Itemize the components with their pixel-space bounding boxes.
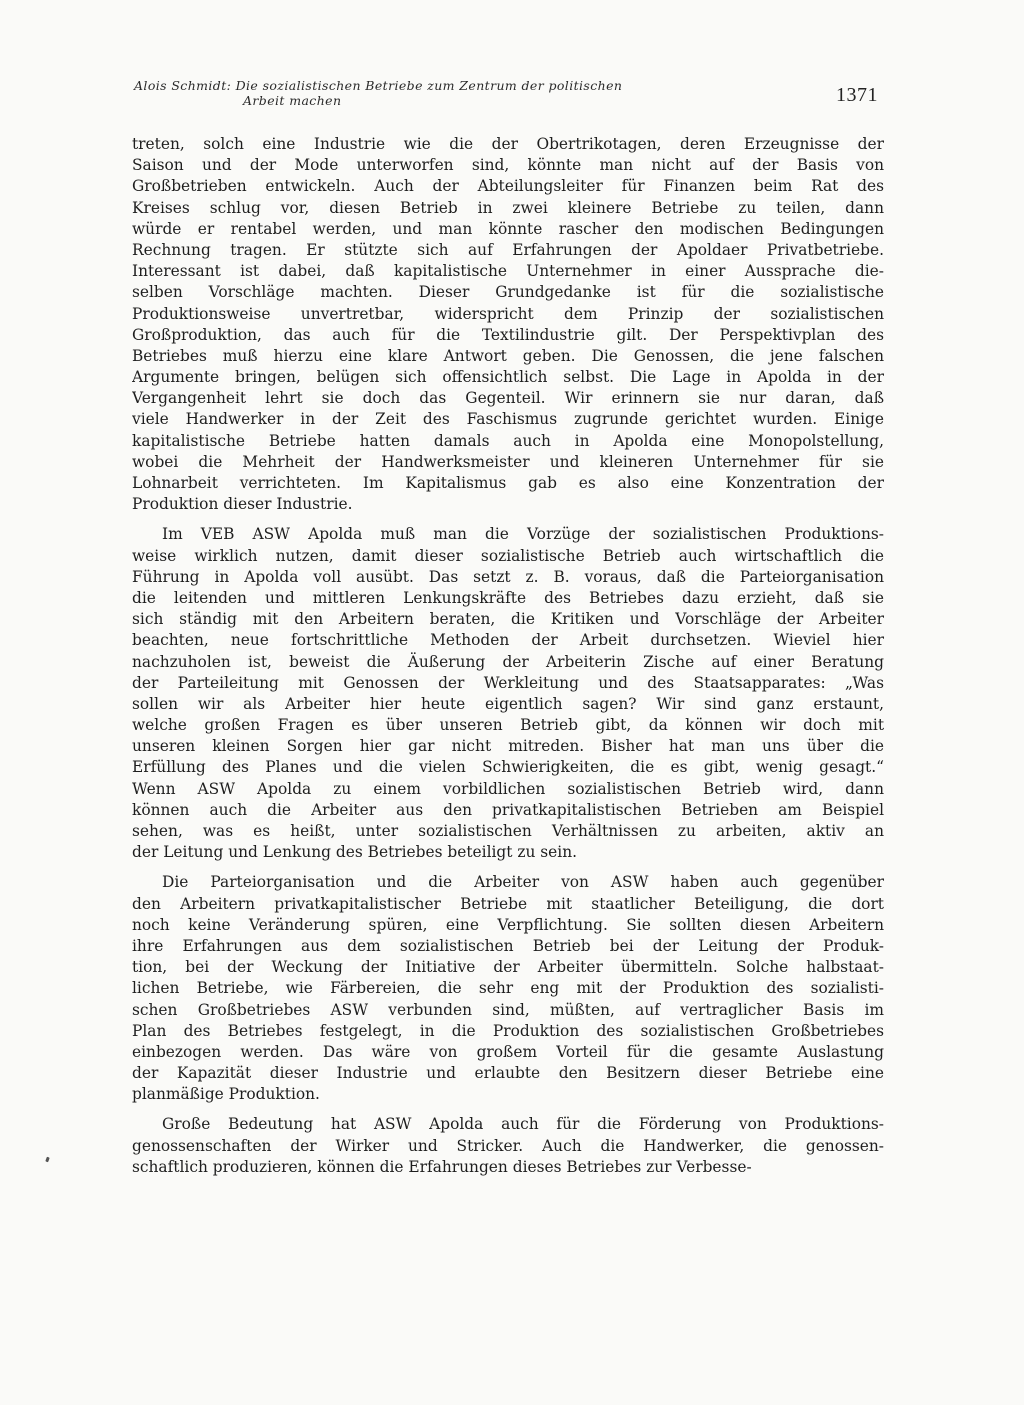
- text-line: schen Großbetriebes ASW verbunden sind, müßten, auf vertraglicher Basis im: [132, 1000, 884, 1019]
- text-line: viele Handwerker in der Zeit des Faschismus zugrunde gerichtet wurden. Einige: [132, 410, 884, 429]
- text-line: Kreises schlug vor, diesen Betrieb in zwei kleinere Betriebe zu teilen, dann: [132, 198, 884, 217]
- text-line: den Arbeitern privatkapitalistischer Betriebe mit staatlicher Beteiligung, die dort: [132, 894, 884, 913]
- text-line: Großproduktion, das auch für die Textilindustrie gilt. Der Perspektivplan des: [132, 325, 884, 344]
- text-line: Erfüllung des Planes und die vielen Schwierigkeiten, die es gibt, wenig gesagt.“: [132, 758, 884, 777]
- paragraph-2: [132, 524, 884, 863]
- text-line: treten, solch eine Industrie wie die der Obertrikotagen, deren Erzeugnisse der: [132, 135, 884, 153]
- text-line: der Kapazität dieser Industrie und erlaubte den Besitzern dieser Betriebe eine: [132, 1064, 884, 1083]
- text-line: Plan des Betriebes festgelegt, in die Produktion des sozialistischen Großbetriebes: [132, 1021, 884, 1040]
- text-line: beachten, neue fortschrittliche Methoden der Arbeit durchsetzen. Wieviel hier: [132, 631, 884, 650]
- text-line: Im VEB ASW Apolda muß man die Vorzüge der sozialistischen Produktions-: [162, 525, 884, 544]
- text-line: ihre Erfahrungen aus dem sozialistischen Betrieb bei der Leitung der Produk-: [132, 936, 884, 955]
- page-number: 1371: [836, 84, 878, 106]
- text-line: der Leitung und Lenkung des Betriebes beteiligt zu sein.: [132, 843, 578, 862]
- text-line: selben Vorschläge machten. Dieser Grundgedanke ist für die sozialistische: [132, 283, 884, 302]
- text-line: planmäßige Produktion.: [132, 1085, 320, 1104]
- text-line: Lohnarbeit verrichteten. Im Kapitalismus gab es also eine Konzentration der: [132, 474, 884, 492]
- text-line: Saison und der Mode unterworfen sind, könnte man nicht auf der Basis von: [132, 156, 884, 175]
- text-line: sehen, was es heißt, unter sozialistischen Verhältnissen zu arbeiten, aktiv an: [132, 822, 884, 840]
- paragraph-3: [132, 872, 884, 1105]
- text-line: Betriebes muß hierzu eine klare Antwort geben. Die Genossen, die jene falschen: [132, 346, 884, 365]
- text-line: lichen Betriebe, wie Färbereien, die sehr eng mit der Produktion des sozialisti-: [132, 979, 884, 998]
- text-line: kapitalistische Betriebe hatten damals auch in Apolda eine Monopolstellung,: [132, 431, 884, 450]
- text-line: noch keine Veränderung spüren, eine Verpflichtung. Sie sollten diesen Arbeitern: [132, 915, 884, 934]
- paragraph-1: [132, 134, 884, 515]
- ink-speck: [45, 1157, 50, 1163]
- text-line: können auch die Arbeiter aus den privatkapitalistischen Betrieben am Beispiel: [132, 800, 884, 819]
- text-line: sollen wir als Arbeiter hier heute eigentlich sagen? Wir sind ganz erstaunt,: [132, 694, 884, 713]
- text-line: Interessant ist dabei, daß kapitalistische Unternehmer in einer Aussprache die-: [132, 262, 884, 281]
- text-line: wobei die Mehrheit der Handwerksmeister und kleineren Unternehmer für sie: [132, 452, 884, 471]
- body-text: [132, 134, 884, 1178]
- text-line: einbezogen werden. Das wäre von großem Vorteil für die gesamte Auslastung: [132, 1042, 884, 1061]
- running-head-line-1: Alois Schmidt: Die sozialistischen Betriebe zum Zentrum der politischen: [134, 78, 623, 93]
- text-line: Führung in Apolda voll ausübt. Das setzt z. B. voraus, daß die Parteiorganisation: [132, 567, 884, 586]
- text-line: Vergangenheit lehrt sie doch das Gegenteil. Wir erinnern sie nur daran, daß: [132, 389, 884, 408]
- text-line: Produktionsweise unvertretbar, widerspricht dem Prinzip der sozialistischen: [132, 304, 884, 323]
- text-line: Produktion dieser Industrie.: [132, 495, 353, 514]
- text-line: Wenn ASW Apolda zu einem vorbildlichen sozialistischen Betrieb wird, dann: [132, 779, 884, 798]
- running-head: [134, 78, 694, 108]
- running-head-line-2: Arbeit machen: [243, 93, 342, 108]
- text-line: würde er rentabel werden, und man könnte rascher den modischen Bedingungen: [132, 219, 884, 238]
- text-line: Rechnung tragen. Er stützte sich auf Erfahrungen der Apoldaer Privatbetriebe.: [132, 240, 884, 259]
- text-line: Argumente bringen, belügen sich offensichtlich selbst. Die Lage in Apolda in der: [132, 368, 884, 387]
- text-line: Großbetrieben entwickeln. Auch der Abteilungsleiter für Finanzen beim Rat des: [132, 177, 884, 196]
- text-line: sich ständig mit den Arbeitern beraten, die Kritiken und Vorschläge der Arbeiter: [132, 610, 884, 629]
- text-line: genossenschaften der Wirker und Stricker. Auch die Handwerker, die genossen-: [132, 1136, 884, 1155]
- paragraph-4: [132, 1114, 884, 1178]
- text-line: unseren kleinen Sorgen hier gar nicht mitreden. Bisher hat man uns über die: [132, 737, 884, 756]
- text-line: Die Parteiorganisation und die Arbeiter von ASW haben auch gegenüber: [162, 873, 884, 892]
- text-line: welche großen Fragen es über unseren Betrieb gibt, da können wir doch mit: [132, 716, 884, 735]
- text-line: schaftlich produzieren, können die Erfahrungen dieses Betriebes zur Verbesse-: [132, 1157, 752, 1176]
- text-line: nachzuholen ist, beweist die Äußerung der Arbeiterin Zische auf einer Beratung: [132, 652, 884, 671]
- text-line: der Parteileitung mit Genossen der Werkleitung und des Staatsapparates: „Was: [132, 673, 884, 692]
- text-line: tion, bei der Weckung der Initiative der Arbeiter übermitteln. Solche halbstaat-: [132, 958, 884, 977]
- text-line: die leitenden und mittleren Lenkungskräfte des Betriebes dazu erzieht, daß sie: [132, 588, 884, 607]
- text-line: weise wirklich nutzen, damit dieser sozialistische Betrieb auch wirtschaftlich die: [132, 546, 884, 565]
- text-line: Große Bedeutung hat ASW Apolda auch für die Förderung von Produktions-: [162, 1115, 884, 1134]
